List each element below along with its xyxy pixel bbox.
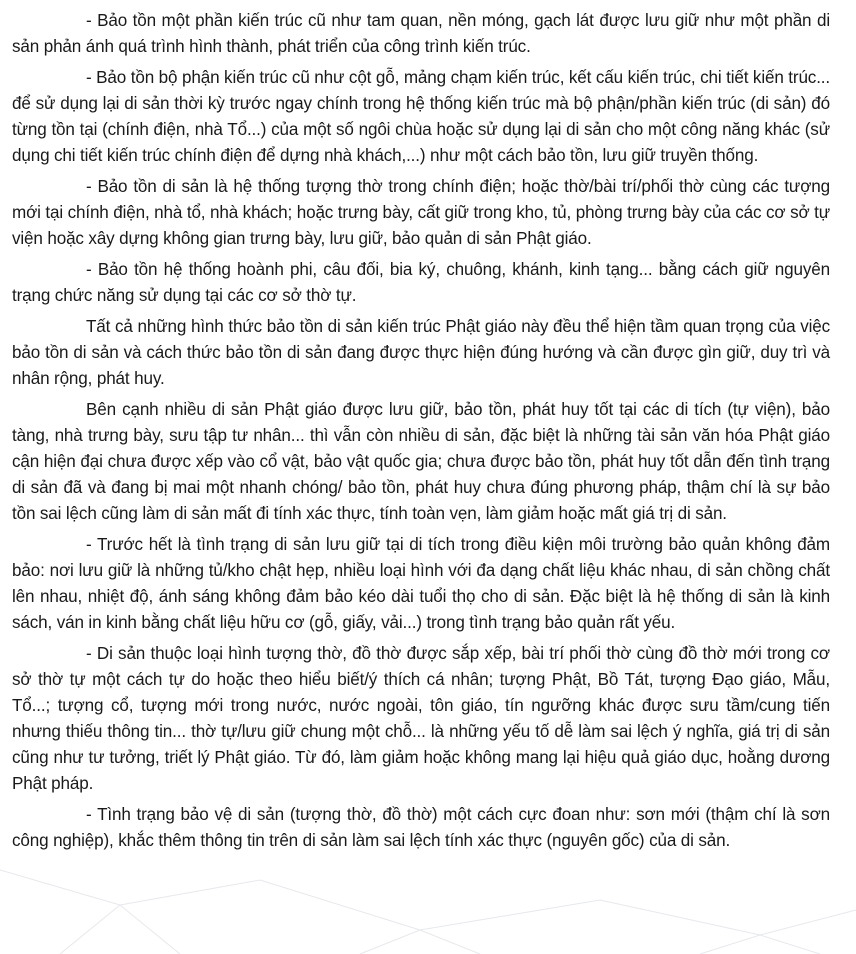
paragraph-summary: Tất cả những hình thức bảo tồn di sản kiến trúc Phật giáo này đều thể hiện tầm quan trọng của việc bảo tồn di sản và cách thức bảo tồn di sản đang được thực hiện đúng hướng và cần được gìn giữ, duy trì và nhân rộng, phát huy. bbox=[12, 317, 830, 388]
paragraph-preserve-old-architecture: - Bảo tồn một phần kiến trúc cũ như tam quan, nền móng, gạch lát được lưu giữ như một phần di sản phản ánh quá trình hình thành, phát triển của công trình kiến trúc. bbox=[12, 11, 830, 56]
paragraph-preserve-inscriptions: - Bảo tồn hệ thống hoành phi, câu đối, bia ký, chuông, khánh, kinh tạng... bằng cách giữ nguyên trạng chức năng sử dụng tại các cơ sở thờ tự. bbox=[12, 260, 830, 305]
paragraph-heritage-issues: Bên cạnh nhiều di sản Phật giáo được lưu giữ, bảo tồn, phát huy tốt tại các di tích (tự viện), bảo tàng, nhà trưng bày, sưu tập tư nhân... thì vẫn còn nhiều di sản, đặc biệt là những tài sản văn hóa Phật giáo cận hiện đại chưa được xếp vào cổ vật, bảo vật quốc gia; chưa được bảo tồn, phát huy tốt dẫn đến tình trạng di sản đã và đang bị mai một nhanh chóng/ bảo tồn, phát huy chưa đúng phương pháp, thậm chí là sự bảo tồn sai lệch cũng làm di sản mất đi tính xác thực, tính toàn vẹn, làm giảm hoặc mất giá trị di sản. bbox=[12, 400, 830, 523]
paragraph-preserve-statues: - Bảo tồn di sản là hệ thống tượng thờ trong chính điện; hoặc thờ/bài trí/phối thờ cùng các tượng mới tại chính điện, nhà tổ, nhà khách; hoặc trưng bày, cất giữ trong kho, tủ, phòng trưng bày của các cơ sở tự viện hoặc xây dựng không gian trưng bày, lưu giữ, bảo quản di sản Phật giáo. bbox=[12, 177, 831, 248]
paragraph-extreme-protection: - Tình trạng bảo vệ di sản (tượng thờ, đồ thờ) một cách cực đoan như: sơn mới (thậm chí là sơn công nghiệp), khắc thêm thông tin trên di sản làm sai lệch tính xác thực (nguyên gốc) của di sản. bbox=[12, 805, 830, 850]
paragraph-preserve-architectural-parts: - Bảo tồn bộ phận kiến trúc cũ như cột gỗ, mảng chạm kiến trúc, kết cấu kiến trúc, chi tiết kiến trúc... để sử dụng lại di sản thời kỳ trước ngay chính trong hệ thống kiến trúc mà bộ phận/phần kiến trúc (di sản) đó từng tồn tại (chính điện, nhà Tổ...) của một số ngôi chùa hoặc sử dụng lại di sản cho một công năng khác (sử dụng chi tiết kiến trúc chính điện để dựng nhà khách,...) như một cách bảo tồn, lưu giữ truyền thống. bbox=[12, 68, 830, 165]
paragraph-arrangement-issues: - Di sản thuộc loại hình tượng thờ, đồ thờ được sắp xếp, bài trí phối thờ cùng đồ thờ mới trong cơ sở thờ tự một cách tự do hoặc theo hiểu biết/ý thích cá nhân; tượng Phật, Bồ Tát, tượng Đạo giáo, Mẫu, Tổ...; tượng cổ, tượng mới trong nước, nước ngoài, tôn giáo, tín ngưỡng khác được sưu tầm/cung tiến nhưng thiếu thông tin... thờ tự/lưu giữ chung một chỗ... là những yếu tố dễ làm sai lệch ý nghĩa, giá trị di sản cũng như tư tưởng, triết lý Phật giáo. Từ đó, làm giảm hoặc không mang lại hiệu quả giáo dục, hoằng dương Phật pháp. bbox=[12, 644, 830, 793]
paragraph-storage-conditions: - Trước hết là tình trạng di sản lưu giữ tại di tích trong điều kiện môi trường bảo quản không đảm bảo: nơi lưu giữ là những tủ/kho chật hẹp, nhiều loại hình với đa dạng chất liệu khác nhau, di sản chồng chất lên nhau, nhiệt độ, ánh sáng không đảm bảo kéo dài tuổi thọ cho di sản. Đặc biệt là hệ thống di sản là kinh sách, ván in kinh bằng chất liệu hữu cơ (gỗ, giấy, vải...) trong tình trạng bảo quản rất yếu. bbox=[12, 535, 830, 632]
document-body bbox=[12, 8, 830, 854]
